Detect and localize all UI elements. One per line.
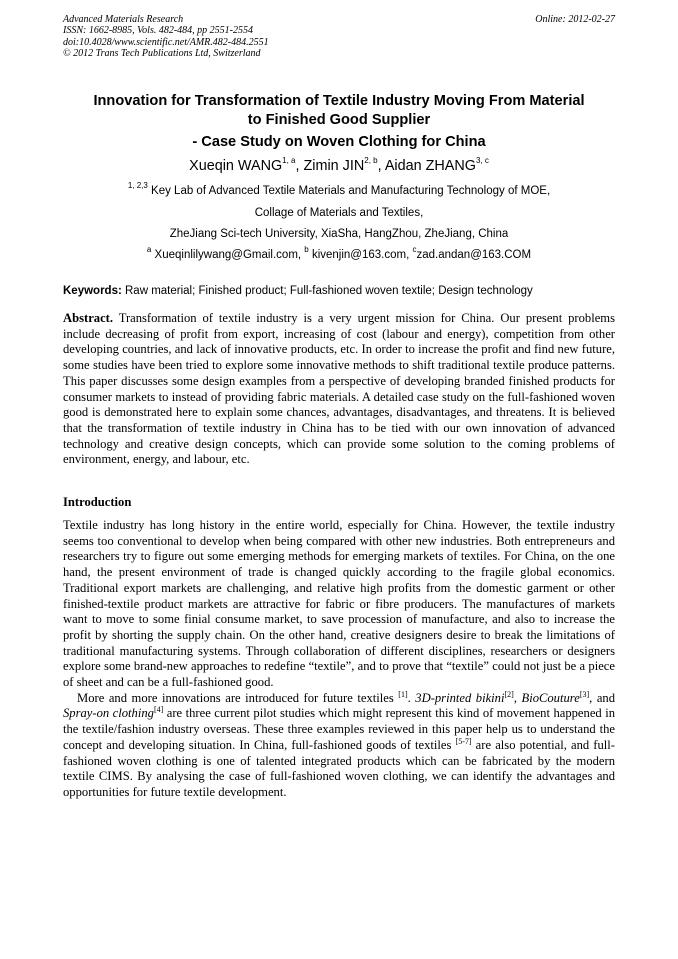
keywords-label: Keywords: <box>63 285 122 297</box>
italic-term: Spray-on clothing <box>63 706 154 721</box>
italic-term: 3D-printed bikini <box>415 690 505 705</box>
affiliation-sup: 1, 2,3 <box>127 181 148 191</box>
section-heading-introduction: Introduction <box>63 495 132 509</box>
copyright-line: © 2012 Trans Tech Publications Ltd, Switzerland <box>63 47 261 59</box>
author-name: Aidan ZHANG <box>384 158 476 174</box>
introduction-paragraph-1: Textile industry has long history in the entire world, especially for China. However, the textile industry seems too conventional to develop when being compared with other new industries. Both entrepreneurs and researchers try to figure out some emerging methods for emerging markets of textiles. For China, on the one hand, the present environment of trade is changed quickly according to the fragile global economics. Traditional export markets are challenging, and relative high profits from the domestic garment or other finished-textile product markets are attractive for fabric or fibre producers. The manufactures of markets want to move to some finial consume market, to save procession of manufacture, and also to increase the profit by shorting the supply chain. On the other hand, creative designers desire to break the limitations of traditional manufacturing systems. Through collaboration of different disciplines, researchers or designers explore some brand-new approaches to redefine “textile”, and to prove that “textile” could not just be a piece of sheet and can be a full-fashioned good. <box>63 518 615 690</box>
text-run: . <box>407 690 416 705</box>
introduction-paragraph-2 <box>63 691 615 801</box>
email-sup: a <box>146 245 152 255</box>
abstract-label: Abstract. <box>63 311 114 325</box>
journal-header <box>63 14 615 59</box>
author-name: Zimin JIN <box>303 158 365 174</box>
online-date: Online: 2012-02-27 <box>535 14 615 25</box>
email-text: kivenjin@163.com, <box>308 249 413 261</box>
title-line-2: to Finished Good Supplier <box>247 112 431 128</box>
affiliation-line-2: Collage of Materials and Textiles, <box>254 207 424 219</box>
affiliation-line-3: ZheJiang Sci-tech University, XiaSha, HangZhou, ZheJiang, China <box>169 228 509 240</box>
affiliation-text: Key Lab of Advanced Textile Materials and Manufacturing Technology of MOE, <box>147 185 551 197</box>
email-sup: b <box>304 245 309 255</box>
author-name: Xueqin WANG <box>189 158 283 174</box>
citation-ref: [4] <box>153 705 164 715</box>
abstract-text: Transformation of textile industry is a very urgent mission for China. Our present problems include decreasing of profit from export, increasing of cost (labour and energy), competition from other developing countries, and lack of innovative products, etc. In order to increase the profit and find new future, some studies have been tried to explore some innovative methods to shift traditional textile produce patterns. This paper discusses some design examples from a perspective of developing branded finished products for consumer markets to instead of providing fabric materials. A detailed case study on the full-fashioned woven good is demonstrated here to explain some chances, advantages, disadvantages, and threatens. It is believed that the transformation of textile industry in China has to be tied with our own innovation of advanced technology and creative design concepts, which can provide some solution to the coming problems of environment, energy, and labour, etc. <box>63 311 615 467</box>
author-sep: , <box>377 158 385 174</box>
paper-title <box>50 92 628 130</box>
text-run: are three current pilot studies which might represent this kind of movement happened in the textile/fashion industry overseas. These three examples reviewed in this paper help us to understand the concept and developing situation. In China, full-fashioned goods of textiles <box>63 706 615 752</box>
introduction-body <box>63 518 615 801</box>
issn-line: ISSN: 1662-8985, Vols. 482-484, pp 2551-2554 <box>63 25 253 37</box>
journal-name: Advanced Materials Research <box>63 14 184 25</box>
keywords-text: Raw material; Finished product; Full-fashioned woven textile; Design technology <box>121 285 533 297</box>
keywords-line <box>63 284 623 298</box>
text-run: are also potential, and full-fashioned woven clothing is one of talented integrated products which can be fabricated by the modern textile CIMS. By analysing the case of full-fashioned woven clothing, we can identify the advantages and opportunities for future textile development. <box>63 737 615 799</box>
email-sup: c <box>412 245 417 255</box>
text-run: , and <box>589 690 616 705</box>
author-list <box>50 157 628 175</box>
citation-ref: [1] <box>398 689 408 699</box>
author-sup: 1, a <box>282 156 296 166</box>
citation-ref: [3] <box>579 689 590 699</box>
author-sup: 2, b <box>364 156 378 166</box>
text-run: More and more innovations are introduced for future textiles <box>77 690 399 705</box>
email-text: zad.andan@163.COM <box>416 249 532 261</box>
italic-term: BioCouture <box>521 690 580 705</box>
title-line-1: Innovation for Transformation of Textile Industry Moving From Material <box>93 93 585 109</box>
citation-ref: [5-7] <box>455 736 472 746</box>
affiliation-line-1 <box>50 181 628 198</box>
paper-subtitle: - Case Study on Woven Clothing for China <box>192 134 486 150</box>
author-sup: 3, c <box>475 156 489 166</box>
doi-line: doi:10.4028/www.scientific.net/AMR.482-484.2551 <box>63 36 269 48</box>
email-text: Xueqinlilywang@Gmail.com, <box>151 249 305 261</box>
abstract-paragraph <box>63 311 615 468</box>
author-sep: , <box>295 158 304 174</box>
citation-ref: [2] <box>504 689 514 699</box>
email-line <box>50 245 628 262</box>
text-run: , <box>513 690 522 705</box>
